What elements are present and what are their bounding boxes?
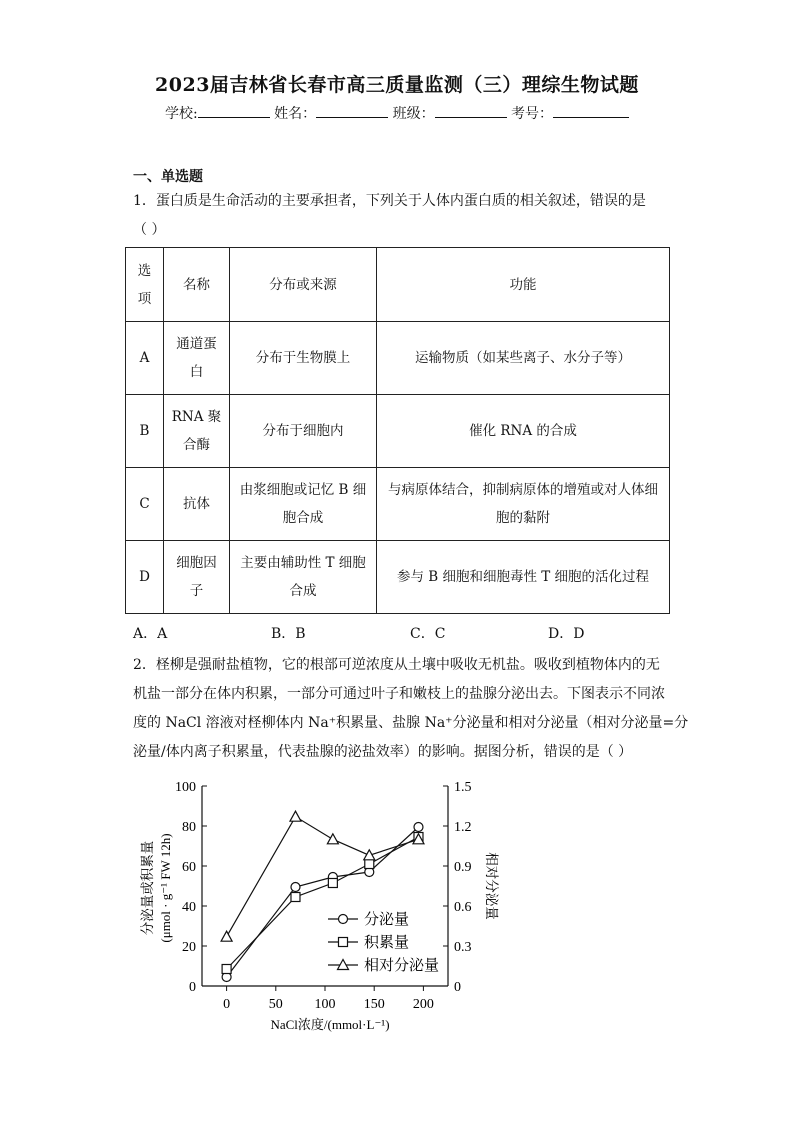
table-row-a [126,322,670,395]
q1-options-table [125,247,670,614]
data-point-circle [291,883,300,892]
nacl-effect-chart [130,772,499,1037]
x-tick-label: 0 [223,997,231,1012]
row-function: 催化 RNA 的合成 [377,395,670,468]
q2-stem-line1: 2．柽柳是强耐盐植物，它的根部可逆浓度从土壤中吸收无机盐。吸收到植物体内的无 [133,657,660,673]
data-point-square [365,860,374,869]
x-axis-label: NaCl浓度/(mmol·L⁻¹) [270,1017,390,1032]
choice-c[interactable]: C．C [410,626,446,642]
legend-label: 相对分泌量 [364,958,440,974]
data-point-square [222,965,231,974]
y-right-tick-label: 1.2 [454,820,472,835]
y-right-tick-label: 0.6 [454,900,472,915]
table-row-d [126,541,670,614]
row-function: 参与 B 细胞和细胞毒性 T 细胞的活化过程 [377,541,670,614]
y-axis-left-label-2: (μmol · g⁻¹ FW 12h) [158,833,173,943]
name-label: 姓名： [274,106,317,122]
exam-number-blank[interactable] [553,103,629,118]
legend-marker-circle [339,915,348,924]
row-function: 与病原体结合，抑制病原体的增殖或对人体细 胞的黏附 [377,468,670,541]
choice-d[interactable]: D．D [548,626,585,642]
exam-number-label: 考号： [511,106,554,122]
school-blank[interactable] [198,103,270,118]
y-left-tick-label: 100 [175,780,196,795]
row-option: D [126,541,164,614]
row-name: 通道蛋 白 [164,322,230,395]
row-option: B [126,395,164,468]
row-option: A [126,322,164,395]
x-tick-label: 150 [363,997,385,1012]
q2-stem-line2: 机盐一部分在体内积累，一部分可通过叶子和嫩枝上的盐腺分泌出去。下图表示不同浓 [133,686,665,702]
row-option: C [126,468,164,541]
y-right-tick-label: 0.9 [454,860,472,875]
table-row-c [126,468,670,541]
legend-label: 积累量 [364,935,410,951]
data-point-triangle [364,850,375,860]
data-point-triangle [327,834,338,844]
student-info-line [0,103,794,123]
row-source: 分布于细胞内 [230,395,377,468]
choice-a[interactable]: A．A [133,626,168,642]
y-axis-left-label-1: 分泌量或积累量 [140,840,155,936]
y-right-tick-label: 0 [454,980,461,995]
row-name: 细胞因 子 [164,541,230,614]
y-right-tick-label: 0.3 [454,940,472,955]
choice-b[interactable]: B．B [271,626,306,642]
name-blank[interactable] [316,103,388,118]
header-source: 分布或来源 [230,248,377,322]
row-name: 抗体 [164,468,230,541]
y-left-tick-label: 0 [189,980,196,995]
page-title: 2023届吉林省长春市高三质量监测（三）理综生物试题 [155,74,639,96]
row-source: 分布于生物膜上 [230,322,377,395]
section-heading: 一、单选题 [133,169,203,185]
y-left-tick-label: 20 [182,940,196,955]
table-row-b [126,395,670,468]
x-tick-label: 100 [314,997,336,1012]
y-left-tick-label: 80 [182,820,196,835]
row-function: 运输物质（如某些离子、水分子等） [377,322,670,395]
row-source: 主要由辅助性 T 细胞 合成 [230,541,377,614]
x-tick-label: 200 [412,997,434,1012]
legend-marker-square [339,938,348,947]
y-axis-right-label: 相对分泌量 [484,852,499,920]
series-line-circle [227,827,419,977]
header-function: 功能 [377,248,670,322]
header-option: 选 项 [126,248,164,322]
data-point-square [291,893,300,902]
class-blank[interactable] [435,103,507,118]
q2-stem-line3: 度的 NaCl 溶液对柽柳体内 Na⁺积累量、盐腺 Na⁺分泌量和相对分泌量（相对分泌量=分 [133,715,689,731]
data-point-circle [414,823,423,832]
q2-stem-line4: 泌量/体内离子积累量，代表盐腺的泌盐效率）的影响。据图分析，错误的是（ ） [133,744,633,760]
data-point-square [328,879,337,888]
data-point-triangle [290,811,301,821]
data-point-triangle [221,931,232,941]
row-source: 由浆细胞或记忆 B 细 胞合成 [230,468,377,541]
row-name: RNA 聚 合酶 [164,395,230,468]
class-label: 班级： [392,106,435,122]
y-right-tick-label: 1.5 [454,780,472,795]
header-name: 名称 [164,248,230,322]
q1-stem-line2: （ ） [133,222,166,238]
school-label: 学校: [164,106,198,122]
table-header-row [126,248,670,322]
legend-label: 分泌量 [364,912,410,928]
y-left-tick-label: 40 [182,900,196,915]
q1-stem-line1: 1．蛋白质是生命活动的主要承担者，下列关于人体内蛋白质的相关叙述，错误的是 [133,193,646,209]
y-left-tick-label: 60 [182,860,196,875]
x-tick-label: 50 [268,997,283,1012]
